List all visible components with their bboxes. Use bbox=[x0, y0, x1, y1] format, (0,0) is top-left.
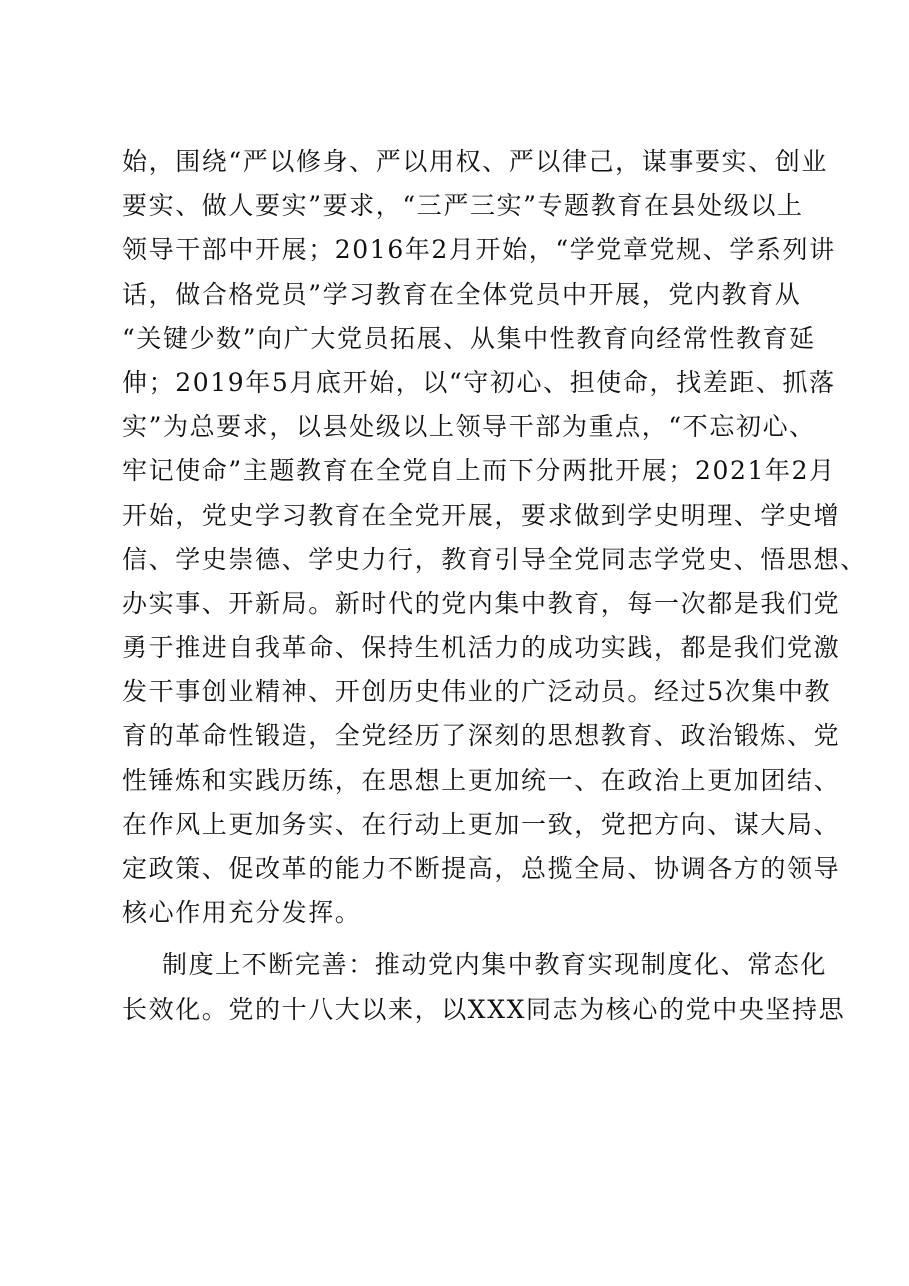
text-line: “关键少数”向广大党员拓展、从集中性教育向经常性教育延 bbox=[122, 323, 816, 353]
text-line: 制度上不断完善：推动党内集中教育实现制度化、常态化 bbox=[162, 950, 828, 980]
text-line: 伸；2019年5月底开始，以“守初心、担使命，找差距、抓落 bbox=[122, 367, 836, 397]
text-line: 牢记使命”主题教育在全党自上而下分两批开展；2021年2月 bbox=[122, 456, 836, 486]
text-line: 开始，党史学习教育在全党开展，要求做到学史明理、学史增 bbox=[122, 500, 841, 530]
text-line: 信、学史崇德、学史力行，教育引导全党同志学党史、悟思想、 bbox=[122, 544, 867, 574]
text-line: 始，围绕“严以修身、严以用权、严以律己，谋事要实、创业 bbox=[122, 147, 828, 176]
text-line: 育的革命性锻造，全党经历了深刻的思想教育、政治锻炼、党 bbox=[122, 721, 841, 751]
text-line: 实”为总要求，以县处级以上领导干部为重点，“不忘初心、 bbox=[122, 412, 816, 442]
text-line: 勇于推进自我革命、保持生机活力的成功实践，都是我们党激 bbox=[122, 633, 841, 663]
document-body bbox=[122, 140, 867, 1032]
paragraph bbox=[122, 943, 846, 1031]
text-line: 要实、做人要实”要求，“三严三实”专题教育在县处级以上 bbox=[122, 191, 804, 221]
text-line: 办实事、开新局。新时代的党内集中教育，每一次都是我们党 bbox=[122, 588, 841, 618]
text-line: 核心作用充分发挥。 bbox=[122, 898, 362, 928]
text-line: 发干事创业精神、开创历史伟业的广泛动员。经过5次集中教 bbox=[122, 677, 832, 707]
text-line: 领导干部中开展；2016年2月开始，“学党章党规、学系列讲 bbox=[122, 235, 836, 265]
text-line: 定政策、促改革的能力不断提高，总揽全局、协调各方的领导 bbox=[122, 854, 841, 883]
text-line: 长效化。党的十八大以来，以XXX同志为核心的党中央坚持思 bbox=[122, 994, 846, 1024]
paragraph bbox=[122, 140, 867, 935]
text-line: 性锤炼和实践历练，在思想上更加统一、在政治上更加团结、 bbox=[122, 765, 841, 795]
text-line: 话，做合格党员”学习教育在全体党员中开展，党内教育从 bbox=[122, 279, 802, 309]
text-line: 在作风上更加务实、在行动上更加一致，党把方向、谋大局、 bbox=[122, 809, 841, 839]
paragraph-gap bbox=[122, 935, 812, 943]
